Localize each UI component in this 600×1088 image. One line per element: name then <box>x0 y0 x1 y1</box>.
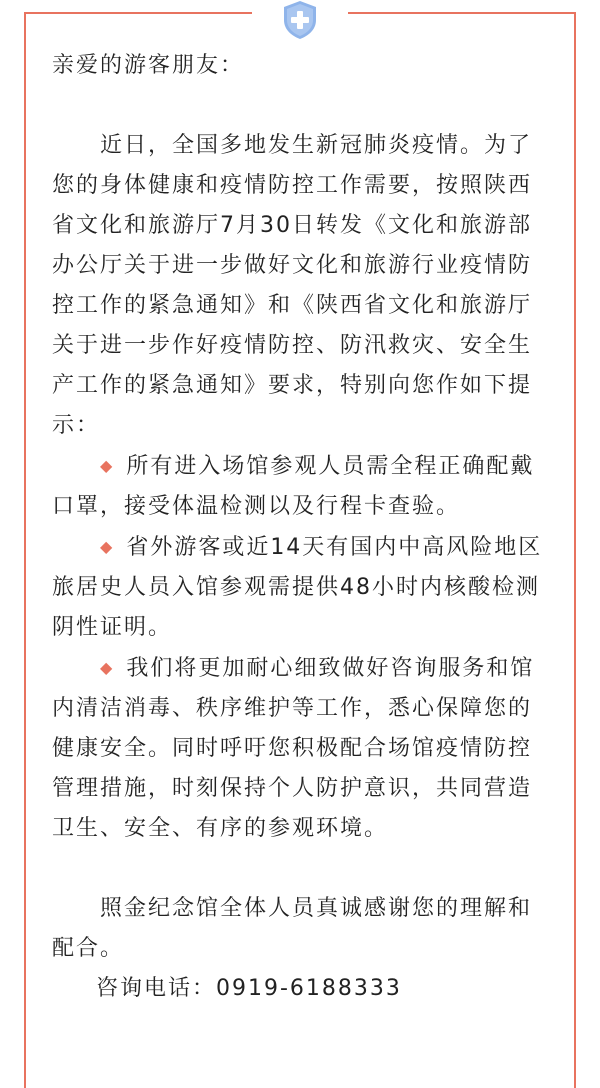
diamond-bullet-icon: ◆ <box>100 658 115 677</box>
notice-item-text: 省外游客或近14天有国内中高风险地区旅居史人员入馆参观需提供48小时内核酸检测阴性证明。 <box>52 535 543 640</box>
frame-right-border <box>574 12 576 1088</box>
frame-top-right-border <box>348 12 576 14</box>
diamond-bullet-icon: ◆ <box>100 537 115 556</box>
spacer <box>52 86 552 126</box>
medical-shield-icon <box>282 0 318 40</box>
notice-item <box>52 446 552 527</box>
frame-left-border <box>24 12 26 1088</box>
notice-item-text: 所有进入场馆参观人员需全程正确配戴口罩，接受体温检测以及行程卡查验。 <box>52 454 535 519</box>
notice-body <box>52 40 552 1009</box>
frame-top-left-border <box>24 12 252 14</box>
notice-item <box>52 527 552 648</box>
intro-paragraph: 近日，全国多地发生新冠肺炎疫情。为了您的身体健康和疫情防控工作需要，按照陕西省文化和旅游厅7月30日转发《文化和旅游部办公厅关于进一步做好文化和旅游行业疫情防控工作的紧急通知》和《陕西省文化和旅游厅关于进一步作好疫情防控、防汛救灾、安全生产工作的紧急通知》要求，特别向您作如下提示： <box>52 133 533 438</box>
closing-paragraph: 照金纪念馆全体人员真诚感谢您的理解和配合。 <box>52 896 533 961</box>
notice-item-text: 我们将更加耐心细致做好咨询服务和馆内清洁消毒、秩序维护等工作，悉心保障您的健康安全。同时呼吁您积极配合场馆疫情防控管理措施，时刻保持个人防护意识，共同营造卫生、安全、有序的参观环境。 <box>52 656 535 841</box>
notice-item <box>52 648 552 849</box>
contact-phone: 咨询电话：0919-6188333 <box>96 976 402 1001</box>
salutation: 亲爱的游客朋友： <box>52 53 245 78</box>
spacer <box>52 849 552 889</box>
diamond-bullet-icon: ◆ <box>100 456 115 475</box>
